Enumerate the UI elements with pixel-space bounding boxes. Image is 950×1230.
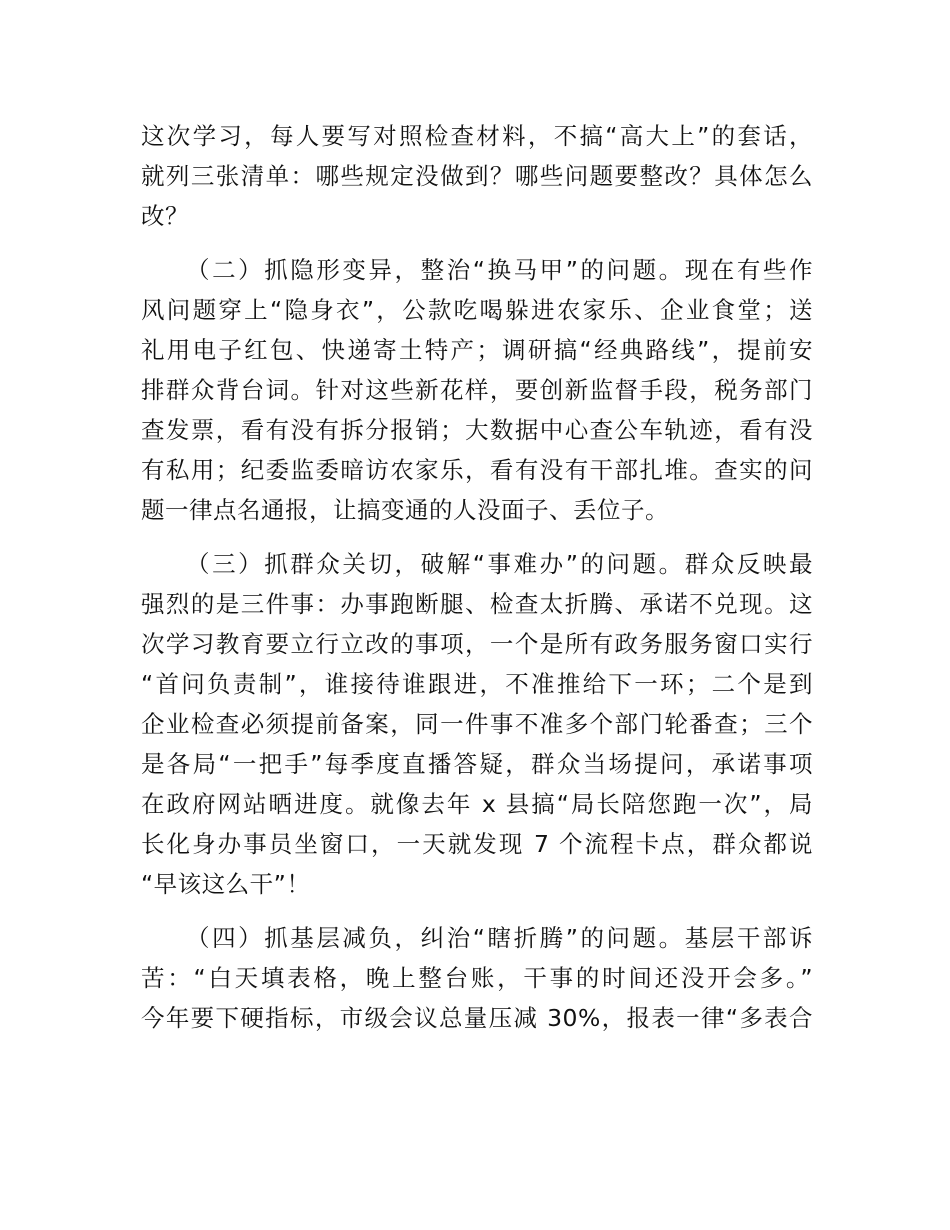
- text-line: 就列三张清单：哪些规定没做到？哪些问题要整改？具体怎么: [141, 162, 813, 190]
- text-line: 有私用；纪委监委暗访农家乐，看有没有干部扎堆。查实的问: [141, 456, 813, 484]
- text-line: 风问题穿上“隐身衣”，公款吃喝躲进农家乐、企业食堂；送: [141, 296, 813, 324]
- text-line: 次学习教育要立行立改的事项，一个是所有政务服务窗口实行: [141, 630, 813, 658]
- document-page: [141, 116, 813, 1052]
- text-line: 苦：“白天填表格，晚上整台账，干事的时间还没开会多。”: [141, 964, 813, 992]
- text-line: 改？: [141, 202, 189, 230]
- text-line: 题一律点名通报，让搞变通的人没面子、丢位子。: [141, 496, 669, 524]
- paragraph-1: [141, 116, 813, 236]
- text-line: 查发票，看有没有拆分报销；大数据中心查公车轨迹，看有没: [141, 416, 813, 444]
- text-line: 在政府网站晒进度。就像去年 x 县搞“局长陪您跑一次”，局: [141, 790, 813, 818]
- text-line: 今年要下硬指标，市级会议总量压减 30%，报表一律“多表合: [141, 1004, 813, 1032]
- text-line: 强烈的是三件事：办事跑断腿、检查太折腾、承诺不兑现。这: [141, 590, 813, 618]
- paragraph-4: [141, 918, 813, 1038]
- text-line: （三）抓群众关切，破解“事难办”的问题。群众反映最: [186, 550, 813, 578]
- text-line: 长化身办事员坐窗口，一天就发现 7 个流程卡点，群众都说: [141, 830, 813, 858]
- text-line: （二）抓隐形变异，整治“换马甲”的问题。现在有些作: [186, 256, 813, 284]
- text-line: 排群众背台词。针对这些新花样，要创新监督手段，税务部门: [141, 376, 813, 404]
- text-line: （四）抓基层减负，纠治“瞎折腾”的问题。基层干部诉: [186, 924, 813, 952]
- text-line: 礼用电子红包、快递寄土特产；调研搞“经典路线”，提前安: [141, 336, 813, 364]
- paragraph-3: [141, 544, 813, 904]
- text-line: 企业检查必须提前备案，同一件事不准多个部门轮番查；三个: [141, 710, 813, 738]
- text-line: 是各局“一把手”每季度直播答疑，群众当场提问，承诺事项: [141, 750, 813, 778]
- text-line: 这次学习，每人要写对照检查材料，不搞“高大上”的套话，: [141, 122, 813, 150]
- text-line: “首问负责制”，谁接待谁跟进，不准推给下一环；二个是到: [141, 670, 813, 698]
- text-line: “早该这么干”！: [141, 870, 311, 898]
- paragraph-2: [141, 250, 813, 530]
